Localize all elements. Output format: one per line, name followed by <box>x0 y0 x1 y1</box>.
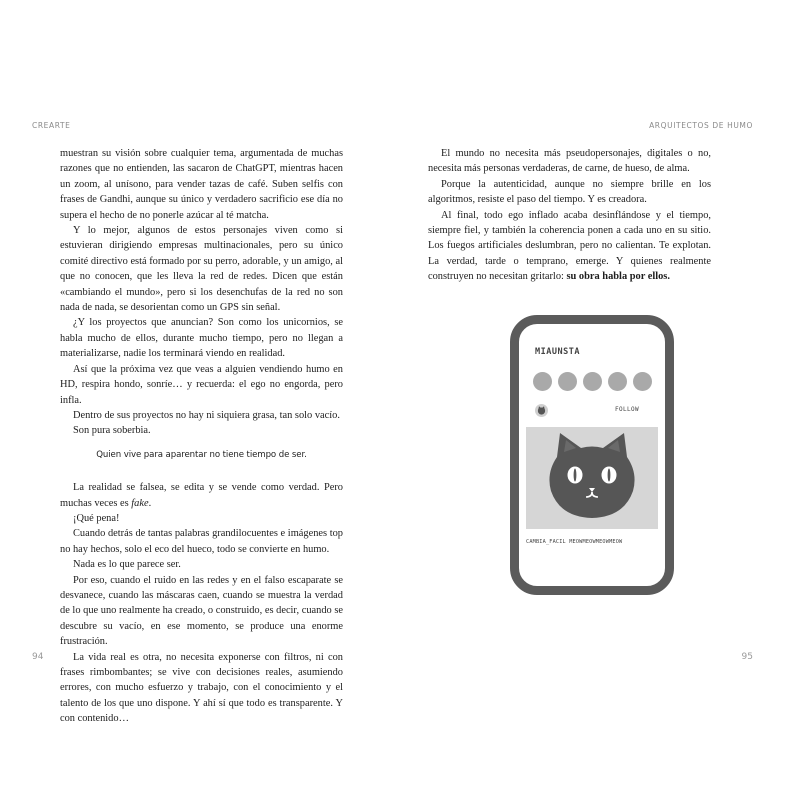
post-image <box>526 427 658 529</box>
paragraph: Por eso, cuando el ruido en las redes y en el falso escaparate se desvanece, cuando las máscaras caen, cuando se muestra la verdad de lo que uno realmente ha creado, o construido, es decir, cuando se descubre su vacío, en ese momento, se produce una enorme frustración. <box>60 574 343 648</box>
right-body-text <box>428 146 711 285</box>
paragraph: muestran su visión sobre cualquier tema, argumentada de muchas razones que no entienden, las sacaron de ChatGPT, mientras hacen un zoom, al unísono, para vender tazas de café. Suben selfis con frases de Gandhi, aunque su único y verdadero sacrificio ese día no supera el hecho de no ponerle azúcar al té matcha. <box>60 148 343 221</box>
paragraph: ¡Qué pena! <box>73 512 120 524</box>
cat-avatar-icon <box>535 404 548 417</box>
cat-avatar-icon-svg <box>535 404 548 417</box>
paragraph-text: La realidad se falsea, se edita y se vende como verdad. Pero muchas veces es <box>60 482 343 509</box>
left-body-text <box>60 146 343 727</box>
paragraph <box>60 480 343 511</box>
page-number-left: 94 <box>32 652 44 662</box>
paragraph: La vida real es otra, no necesita exponerse con filtros, ni con frases rimbombantes; se vive con decisiones reales, asumiendo errores, con mucho esfuerzo y trabajo, con el conocimiento y el talento de los que uno dispone. Y ahí sí que todo es transparente. Y con contenido… <box>60 651 343 725</box>
paragraph <box>428 208 711 285</box>
app-title: MIAUNSTA <box>535 347 580 357</box>
paragraph: Son pura soberbia. <box>73 425 151 437</box>
cat-face-icon <box>526 427 658 529</box>
story-circle <box>558 372 577 391</box>
paragraph: Y lo mejor, algunos de estos personajes viven como si estuvieran dirigiendo empresas multinacionales, pero su único comité directivo está formado por su perro, adorable, y un amigo, al que no conocen, que les lleva la red de redes. Dicen que están «cambiando el mundo», pero si los desenchufas de la red no son nada de nada, se desorientan como un GPS sin señal. <box>60 225 343 314</box>
running-head-right: ARQUITECTOS DE HUMO <box>649 121 753 130</box>
left-page <box>0 0 392 785</box>
paragraph: Nada es lo que parece ser. <box>73 559 181 571</box>
paragraph: Porque la autenticidad, aunque no siempre brille en los algoritmos, resiste el paso del tiempo. Y es creadora. <box>428 178 711 206</box>
follow-button: FOLLOW <box>615 406 640 413</box>
post-caption: CAMBIA_FACIL MEOWMEOWMEOWMEOW <box>526 539 623 545</box>
running-head-left: CREARTE <box>32 121 71 130</box>
story-circle <box>583 372 602 391</box>
paragraph: ¿Y los proyectos que anuncian? Son como los unicornios, se habla mucho de ellos, durante mucho tiempo, pero no llegan a materializarse, nadie los terminará viendo en realidad. <box>60 317 343 360</box>
page-number-right: 95 <box>741 652 753 662</box>
paragraph-text: Al final, todo ego inflado acaba desinflándose y el tiempo, siempre fiel, y también la coherencia ponen a cada uno en su sitio. Los fuegos artificiales deslumbran, pero no calientan. Te explotan. La verdad, tarde o temprano, emerge. Y quienes realmente construyen no necesitan gritarlo: <box>428 209 711 283</box>
paragraph: Así que la próxima vez que veas a alguien vendiendo humo en HD, respira hondo, sonríe… y recuerda: el ego no engorda, pero infla. <box>60 363 343 406</box>
right-page <box>393 0 785 785</box>
story-circle <box>633 372 652 391</box>
paragraph-text: . <box>148 497 152 509</box>
pull-quote: Quien vive para aparentar no tiene tiempo de ser. <box>96 449 307 460</box>
bold-phrase: su obra habla por ellos. <box>566 271 670 283</box>
story-circle <box>608 372 627 391</box>
paragraph: El mundo no necesita más pseudopersonajes, digitales o no, necesita más personas verdaderas, de carne, de hueso, de alma. <box>428 148 711 175</box>
phone-illustration <box>510 315 674 595</box>
paragraph: Dentro de sus proyectos no hay ni siquiera grasa, tan solo vacío. <box>73 409 340 421</box>
paragraph: Cuando detrás de tantas palabras grandilocuentes e imágenes top no hay hechos, solo el eco del hueco, todo se convierte en humo. <box>60 528 343 555</box>
italic-word: fake <box>131 497 149 509</box>
story-circle <box>533 372 552 391</box>
